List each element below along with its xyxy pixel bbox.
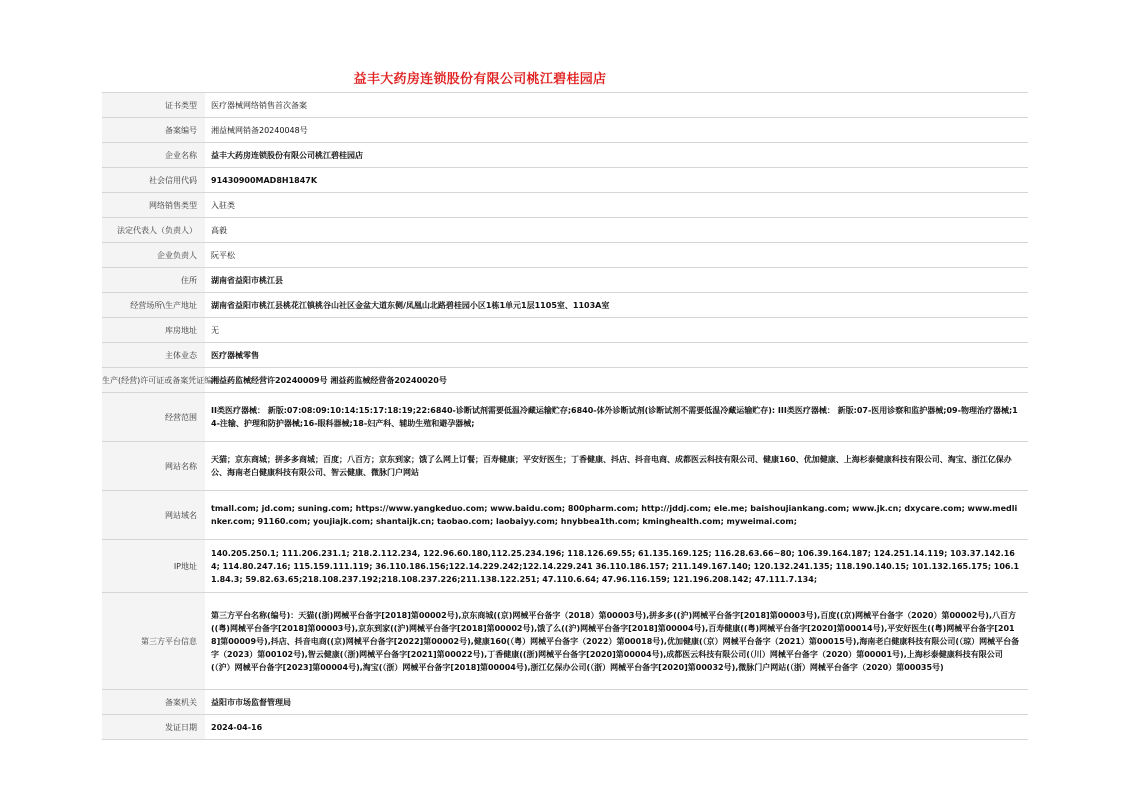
table-row <box>102 143 1028 168</box>
table-row <box>102 193 1028 218</box>
row-value: 140.205.250.1; 111.206.231.1; 218.2.112.234, 122.96.60.180,112.25.234.196; 118.126.69.55; 61.135.169.125; 116.28.63.66~80; 106.39.164.187; 124.251.14.119; 103.37.142.164; 114.80.247.16; 115.159.111.119; 36.110.186.156;122.14.229.242;122.14.229.241 36.110.186.157; 211.149.167.140; 120.132.241.135; 118.190.140.15; 101.132.165.175; 106.11.84.3; 59.82.63.65;218.108.237.192;218.108.237.226;211.138.122.251; 47.110.6.64; 47.96.116.159; 121.196.208.142; 47.111.7.134; <box>205 540 1028 593</box>
table-row <box>102 491 1028 540</box>
table-row <box>102 343 1028 368</box>
row-label: 法定代表人（负责人） <box>102 218 205 243</box>
row-value: 91430900MAD8H1847K <box>205 168 1028 193</box>
row-value: tmall.com; jd.com; suning.com; https://www.yangkeduo.com; www.baidu.com; 800pharm.com; http://jddj.com; ele.me; baishoujiankang.com; www.jk.cn; dxycare.com; www.medlinker.com; 91160.com; youjiajk.com; shantaijk.cn; taobao.com; laobaiyy.com; hnybbea1th.com; kminghealth.com; myweimai.com; <box>205 491 1028 540</box>
row-value: 入驻类 <box>205 193 1028 218</box>
row-label: 第三方平台信息 <box>102 593 205 690</box>
table-row <box>102 368 1028 393</box>
page-title: 益丰大药房连锁股份有限公司桃江碧桂园店 <box>353 72 607 87</box>
row-label: 企业负责人 <box>102 243 205 268</box>
row-label: 生产(经营)许可证或备案凭证编号 <box>102 368 205 393</box>
row-label: 企业名称 <box>102 143 205 168</box>
row-value: 湖南省益阳市桃江县 <box>205 268 1028 293</box>
row-label: 备案编号 <box>102 118 205 143</box>
row-label: 经营场所\生产地址 <box>102 293 205 318</box>
row-label: 住所 <box>102 268 205 293</box>
table-row <box>102 268 1028 293</box>
table-row <box>102 168 1028 193</box>
table-row <box>102 715 1028 740</box>
certificate-table <box>102 92 1028 740</box>
row-value: 湘益械网销备20240048号 <box>205 118 1028 143</box>
table-row <box>102 318 1028 343</box>
row-label: 网站名称 <box>102 442 205 491</box>
row-value: 益阳市市场监督管理局 <box>205 690 1028 715</box>
row-value: 湘益药监械经营许20240009号 湘益药监械经营备20240020号 <box>205 368 1028 393</box>
row-value: II类医疗器械： 新版:07:08:09:10:14:15:17:18:19;22:6840-诊断试剂需要低温冷藏运输贮存;6840-体外诊断试剂(诊断试剂不需要低温冷藏运输贮存): III类医疗器械： 新版:07-医用诊察和监护器械;09-物理治疗器械;14-注输、护理和防护器械;16-眼科器械;18-妇产科、辅助生殖和避孕器械; <box>205 393 1028 442</box>
table-row <box>102 243 1028 268</box>
row-label: 社会信用代码 <box>102 168 205 193</box>
row-value: 湖南省益阳市桃江县桃花江镇桃谷山社区金盆大道东侧/凤凰山北路碧桂园小区1栋1单元1层1105室、1103A室 <box>205 293 1028 318</box>
row-value: 医疗器械零售 <box>205 343 1028 368</box>
row-value: 第三方平台名称(编号)：天猫((浙)网械平台备字[2018]第00002号),京东商城((京)网械平台备字（2018）第00003号),拼多多((沪)网械平台备字[2018]第00003号),百度((京)网械平台备字（2020）第00002号),八百方((粤)网械平台备字[2018]第00003号),京东到家((沪)网械平台备字[2018]第00002号),饿了么((沪)网械平台备字[2018]第00004号),百寿健康((粤)网械平台备字[2020]第00014号),平安好医生((粤)网械平台备字[2018]第00009号),抖店、抖音电商((京)网械平台备字[2022]第00002号),健康160(（粤）网械平台备字（2022）第00018号),优加健康(（京）网械平台备字（2021）第00015号),海南老白健康科技有限公司(（琼）网械平台备字（2023）第00102号),智云健康(（浙)网械平台备字[2021]第00022号),丁香健康((浙)网械平台备字[2020]第00004号),成都医云科技有限公司(（川）网械平台备字（2020）第00001号),上海杉泰健康科技有限公司(（沪）网械平台备字[2023]第00004号),淘宝(（浙）网械平台备字[2018]第00004号),浙江亿保办公司(（浙）网械平台备字[2020]第00032号),微脉门户网站(（浙）网械平台备字（2020）第00035号) <box>205 593 1028 690</box>
row-label: 证书类型 <box>102 93 205 118</box>
row-label: 发证日期 <box>102 715 205 740</box>
table-row <box>102 293 1028 318</box>
table-row <box>102 93 1028 118</box>
row-value: 益丰大药房连锁股份有限公司桃江碧桂园店 <box>205 143 1028 168</box>
row-value: 阮平松 <box>205 243 1028 268</box>
table-row <box>102 540 1028 593</box>
row-value: 无 <box>205 318 1028 343</box>
row-label: IP地址 <box>102 540 205 593</box>
row-value: 高毅 <box>205 218 1028 243</box>
row-label: 库房地址 <box>102 318 205 343</box>
table-row <box>102 442 1028 491</box>
row-label: 经营范围 <box>102 393 205 442</box>
row-label: 网站域名 <box>102 491 205 540</box>
table-row <box>102 690 1028 715</box>
table-row <box>102 593 1028 690</box>
table-row <box>102 218 1028 243</box>
row-label: 网络销售类型 <box>102 193 205 218</box>
row-label: 备案机关 <box>102 690 205 715</box>
row-label: 主体业态 <box>102 343 205 368</box>
row-value: 医疗器械网络销售首次备案 <box>205 93 1028 118</box>
table-row <box>102 393 1028 442</box>
row-value: 天猫；京东商城；拼多多商城；百度；八百方；京东到家；饿了么网上订餐；百寿健康；平安好医生；丁香健康、抖店、抖音电商、成都医云科技有限公司、健康160、优加健康、上海杉泰健康科技有限公司、淘宝、浙江亿保办公、海南老白健康科技有限公司、智云健康、微脉门户网站 <box>205 442 1028 491</box>
row-value: 2024-04-16 <box>205 715 1028 740</box>
table-row <box>102 118 1028 143</box>
